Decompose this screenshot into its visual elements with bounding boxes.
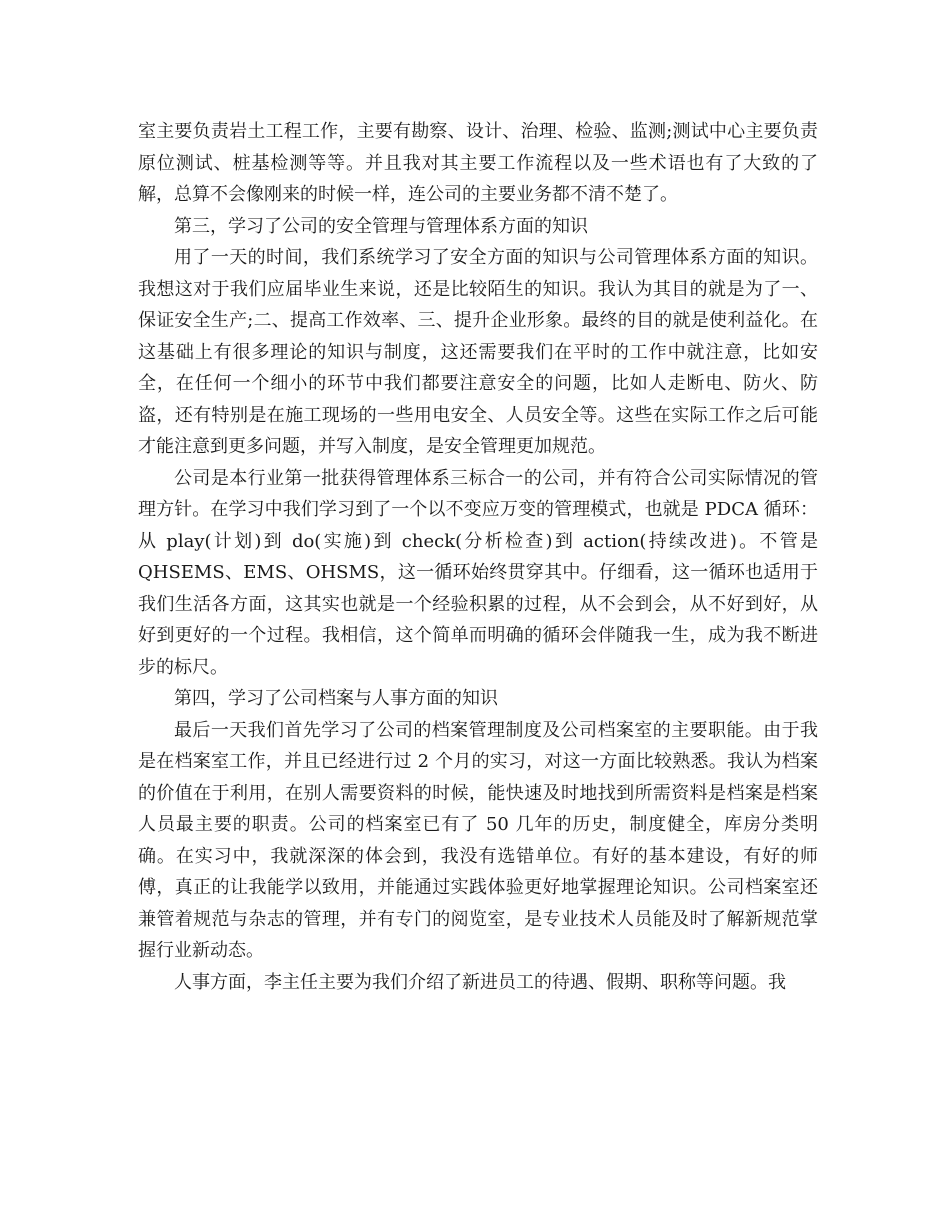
paragraph-personnel: 人事方面，李主任主要为我们介绍了新进员工的待遇、假期、职称等问题。我	[174, 971, 786, 993]
section-heading-fourth: 第四，学习了公司档案与人事方面的知识	[174, 688, 498, 709]
paragraph-management-system: 公司是本行业第一批获得管理体系三标合一的公司，并有符合公司实际情况的管理方针。在学习中我们学习到了一个以不变应万变的管理模式，也就是 PDCA 循环：从 play(计划)到 do(实施)到 check(分析检查)到 action(持续改进)。不管是 QHSEMS、EMS、OHSMS，这一循环始终贯穿其中。仔细看，这一循环也适用于我们生活各方面，这其实也就是一个经验积累的过程，从不会到会，从不好到好，从好到更好的一个过程。我相信，这个简单而明确的循环会伴随我一生，成为我不断进步的标尺。	[138, 467, 818, 678]
section-heading-third: 第三，学习了公司的安全管理与管理体系方面的知识	[174, 215, 588, 237]
document-body	[138, 116, 818, 998]
paragraph-continuation: 室主要负责岩土工程工作，主要有勘察、设计、治理、检验、监测;测试中心主要负责原位测试、桩基检测等等。并且我对其主要工作流程以及一些术语也有了大致的了解，总算不会像刚来的时候一样，连公司的主要业务都不清不楚了。	[138, 121, 818, 205]
paragraph-safety-management: 用了一天的时间，我们系统学习了安全方面的知识与公司管理体系方面的知识。我想这对于我们应届毕业生来说，还是比较陌生的知识。我认为其目的就是为了一、保证安全生产;二、提高工作效率、三、提升企业形象。最终的目的就是使利益化。在这基础上有很多理论的知识与制度，这还需要我们在平时的工作中就注意，比如安全，在任何一个细小的环节中我们都要注意安全的问题，比如人走断电、防火、防盗，还有特别是在施工现场的一些用电安全、人员安全等。这些在实际工作之后可能才能注意到更多问题，并写入制度，是安全管理更加规范。	[138, 247, 818, 457]
paragraph-archives: 最后一天我们首先学习了公司的档案管理制度及公司档案室的主要职能。由于我是在档案室工作，并且已经进行过 2 个月的实习，对这一方面比较熟悉。我认为档案的价值在于利用，在别人需要资料的时候，能快速及时地找到所需资料是档案是档案人员最主要的职责。公司的档案室已有了 50 几年的历史，制度健全，库房分类明确。在实习中，我就深深的体会到，我没有选错单位。有好的基本建设，有好的师傅，真正的让我能学以致用，并能通过实践体验更好地掌握理论知识。公司档案室还兼管着规范与杂志的管理，并有专门的阅览室，是专业技术人员能及时了解新规范掌握行业新动态。	[138, 719, 818, 961]
